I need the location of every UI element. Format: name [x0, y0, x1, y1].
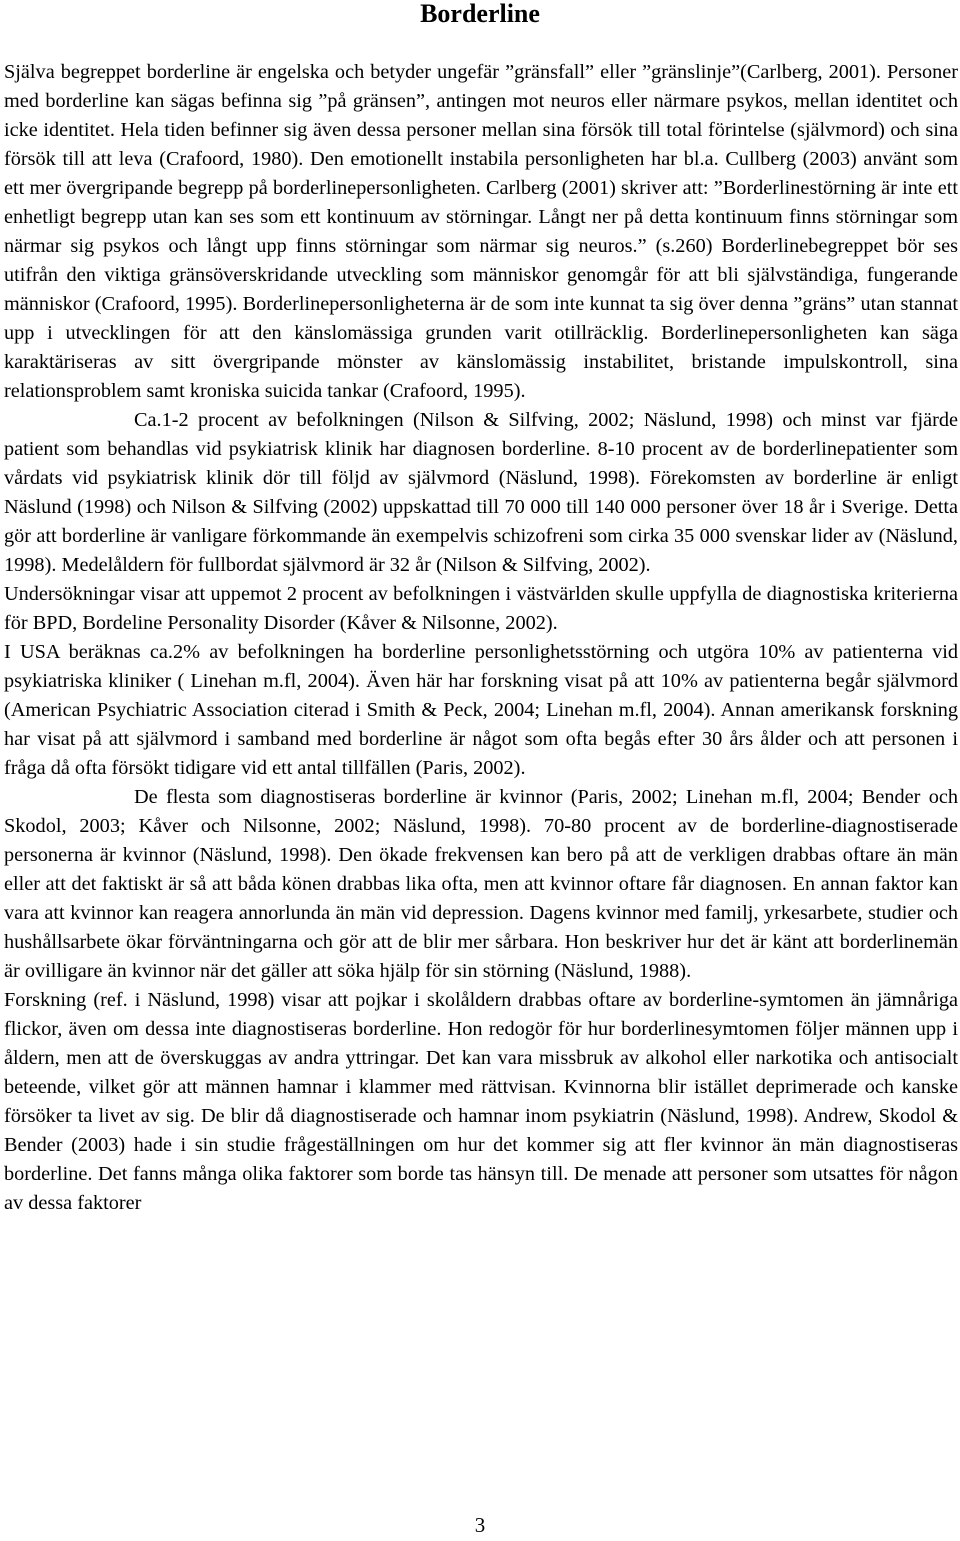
paragraph-usa: I USA beräknas ca.2% av befolkningen ha borderline personlighetsstörning och utgöra 10% av patienterna vid psykiatriska kliniker ( Linehan m.fl, 2004). Även här har forskning visat på att 10% av patienterna begår självmord (American Psychiatric Association citerad i Smith & Peck, 2004; Linehan m.fl, 2004). Annan amerikansk forskning har visat på att självmord i samband med borderline är något som ofta begås efter 30 års ålder och att personen i fråga då ofta försökt tidigare vid ett antal tillfällen (Paris, 2002).	[4, 641, 958, 779]
paragraph-western-world: Undersökningar visar att uppemot 2 procent av befolkningen i västvärlden skulle uppfylla de diagnostiska kriterierna för BPD, Bordeline Personality Disorder (Kåver & Nilsonne, 2002).	[4, 583, 958, 634]
paragraph-prevalence: Ca.1-2 procent av befolkningen (Nilson & Silfving, 2002; Näslund, 1998) och minst var fjärde patient som behandlas vid psykiatrisk klinik har diagnosen borderline. 8-10 procent av de borderlinepatienter som vårdats vid psykiatrisk klinik dör till följd av självmord (Näslund, 1998). Förekomsten av borderline är enligt Näslund (1998) och Nilson & Silfving (2002) uppskattad till 70 000 till 140 000 personer över 18 år i Sverige. Detta gör att borderline är vanligare förkommande än exempelvis schizofreni som cirka 35 000 svenskar lider av (Näslund, 1998). Medelåldern för fullbordat självmord är 32 år (Nilson & Silfving, 2002).	[4, 409, 958, 576]
paragraph-women: De flesta som diagnostiseras borderline är kvinnor (Paris, 2002; Linehan m.fl, 2004; Bender och Skodol, 2003; Kåver och Nilsonne, 2002; Näslund, 1998). 70-80 procent av de borderline-diagnostiserade personerna är kvinnor (Näslund, 1998). Den ökade frekvensen kan bero på att de verkligen drabbas oftare än män eller att det faktiskt är så att båda könen drabbas lika ofta, men att kvinnor oftare får diagnosen. En annan faktor kan vara att kvinnor kan reagera annorlunda än män vid depression. Dagens kvinnor med familj, yrkesarbete, studier och hushållsarbete ökar förväntningarna och gör att de blir mer sårbara. Hon beskriver hur det är känt att borderlinemän är ovilligare än kvinnor när det gäller att söka hjälp för sin störning (Näslund, 1988).	[4, 786, 958, 982]
page-number: 3	[474, 1513, 486, 1537]
document-body	[4, 58, 958, 1218]
paragraph-research: Forskning (ref. i Näslund, 1998) visar att pojkar i skolåldern drabbas oftare av borderline-symtomen än jämnåriga flickor, även om dessa inte diagnostiseras borderline. Hon redogör för hur borderlinesymtomen följer männen upp i åldern, men att de överskuggas av andra yttringar. Det kan vara missbruk av alkohol eller narkotika och antisocialt beteende, vilket gör att männen hamnar i klammer med rättvisan. Kvinnorna blir istället deprimerade och kanske försöker ta livet av sig. De blir då diagnostiserade och hamnar inom psykiatrin (Näslund, 1998). Andrew, Skodol & Bender (2003) hade i sin studie frågeställningen om hur det kommer sig att fler kvinnor än män diagnostiseras borderline. Det fanns många olika faktorer som borde tas hänsyn till. De menade att personer som utsattes för någon av dessa faktorer	[4, 989, 958, 1214]
page-title: Borderline	[420, 0, 540, 28]
paragraph-definition: Själva begreppet borderline är engelska och betyder ungefär ”gränsfall” eller ”gränslinje”(Carlberg, 2001). Personer med borderline kan sägas befinna sig ”på gränsen”, antingen mot neuros eller närmare psykos, mellan identitet och icke identitet. Hela tiden befinner sig även dessa personer mellan sina försök till total förintelse (självmord) och sina försök till att leva (Crafoord, 1980). Den emotionellt instabila personligheten har bl.a. Cullberg (2003) använt som ett mer övergripande begrepp på borderlinepersonligheten. Carlberg (2001) skriver att: ”Borderlinestörning är inte ett enhetligt begrepp utan kan ses som ett kontinuum av störningar. Långt ner på detta kontinuum finns störningar som närmar sig psykos och långt upp finns störningar som närmar sig neuros.” (s.260) Borderlinebegreppet bör ses utifrån den viktiga gränsöverskridande utveckling som människor genomgår för att bli självständiga, fungerande människor (Crafoord, 1995). Borderlinepersonligheterna är de som inte kunnat ta sig över denna ”gräns” utan stannat upp i utvecklingen för att den känslomässiga grunden varit otillräcklig. Borderlinepersonligheten kan säga karaktäriseras av sitt övergripande mönster av känslomässig instabilitet, bristande impulskontroll, sina relationsproblem samt kroniska suicida tankar (Crafoord, 1995).	[4, 61, 958, 402]
